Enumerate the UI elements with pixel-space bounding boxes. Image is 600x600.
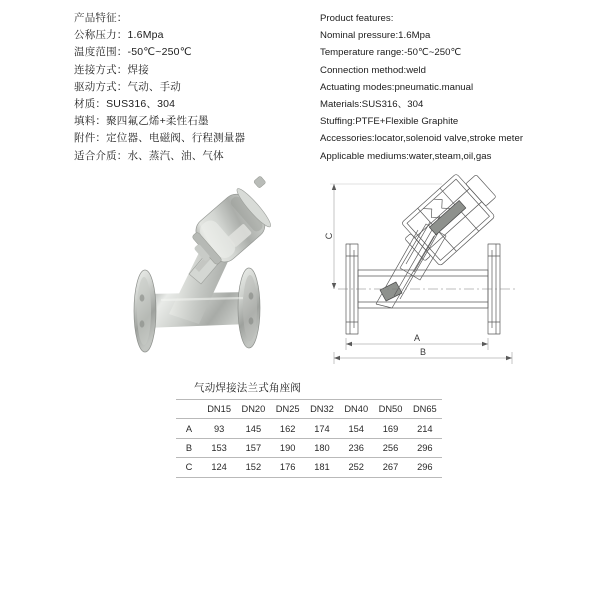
column-header: DN50 [373, 400, 407, 419]
dimensions-table-block [176, 380, 442, 478]
table-cell: 214 [408, 419, 442, 438]
spec-line-en: Stuffing:PTFE+Flexible Graphite [320, 116, 459, 128]
table-cell: 157 [236, 438, 270, 457]
spec-line-en: Actuating modes:pneumatic.manual [320, 81, 474, 93]
table-header-row [176, 400, 442, 419]
table-cell: 236 [339, 438, 373, 457]
column-header: DN65 [408, 400, 442, 419]
spec-line-cn: 驱动方式：气动、手动 [74, 80, 181, 93]
table-cell: 93 [202, 419, 236, 438]
column-header: DN15 [202, 400, 236, 419]
dimension-label-c: C [324, 232, 334, 240]
table-row [176, 419, 442, 438]
table-cell: 169 [373, 419, 407, 438]
table-cell: 252 [339, 458, 373, 477]
table-cell: 267 [373, 458, 407, 477]
row-label: C [176, 458, 202, 477]
table-cell: 180 [305, 438, 339, 457]
table-corner-cell [176, 400, 202, 419]
spec-line-cn: 产品特征： [74, 12, 128, 24]
spec-line-en: Nominal pressure:1.6Mpa [320, 30, 431, 42]
table-cell: 176 [271, 458, 305, 477]
table-cell: 162 [271, 419, 305, 438]
dimension-label-b: B [419, 347, 427, 357]
table-cell: 256 [373, 438, 407, 457]
spec-line-cn: 公称压力：1.6Mpa [74, 29, 164, 42]
table-cell: 145 [236, 419, 270, 438]
table-cell: 296 [408, 438, 442, 457]
spec-line-cn: 材质：SUS316、304 [74, 98, 176, 111]
valve-product-photo [103, 172, 289, 368]
column-header: DN20 [236, 400, 270, 419]
specifications-chinese [74, 10, 309, 165]
spec-line-en: Product features: [320, 13, 394, 24]
spec-line-en: Accessories:locator,solenoid valve,stroke meter [320, 133, 524, 145]
column-header: DN25 [271, 400, 305, 419]
table-row [176, 438, 442, 457]
spec-line-cn: 连接方式：焊接 [74, 63, 149, 76]
spec-line-en: Connection method:weld [320, 64, 427, 76]
spec-line-cn: 适合介质：水、蒸汽、油、气体 [74, 149, 224, 162]
table-cell: 152 [236, 458, 270, 477]
spec-line-cn: 附件：定位器、电磁阀、行程测量器 [74, 132, 246, 145]
table-cell: 190 [271, 438, 305, 457]
column-header: DN32 [305, 400, 339, 419]
spec-line-cn: 填料：聚四氟乙烯+柔性石墨 [74, 115, 209, 128]
column-header: DN40 [339, 400, 373, 419]
table-title: 气动焊接法兰式角座阀 [194, 382, 301, 394]
table-cell: 153 [202, 438, 236, 457]
dimension-label-a: A [413, 333, 421, 343]
table-cell: 154 [339, 419, 373, 438]
table-cell: 296 [408, 458, 442, 477]
table-cell: 181 [305, 458, 339, 477]
spec-line-cn: 温度范围：-50℃~250℃ [74, 46, 192, 59]
spec-line-en: Temperature range:-50℃~250℃ [320, 47, 462, 59]
specifications-english [320, 10, 582, 165]
row-label: A [176, 419, 202, 438]
valve-cross-section-drawing [322, 172, 578, 368]
table-row [176, 458, 442, 477]
spec-line-en: Applicable mediums:water,steam,oil,gas [320, 150, 492, 162]
table-cell: 124 [202, 458, 236, 477]
dimensions-table [176, 399, 442, 478]
row-label: B [176, 438, 202, 457]
spec-line-en: Materials:SUS316、304 [320, 99, 424, 111]
table-cell: 174 [305, 419, 339, 438]
